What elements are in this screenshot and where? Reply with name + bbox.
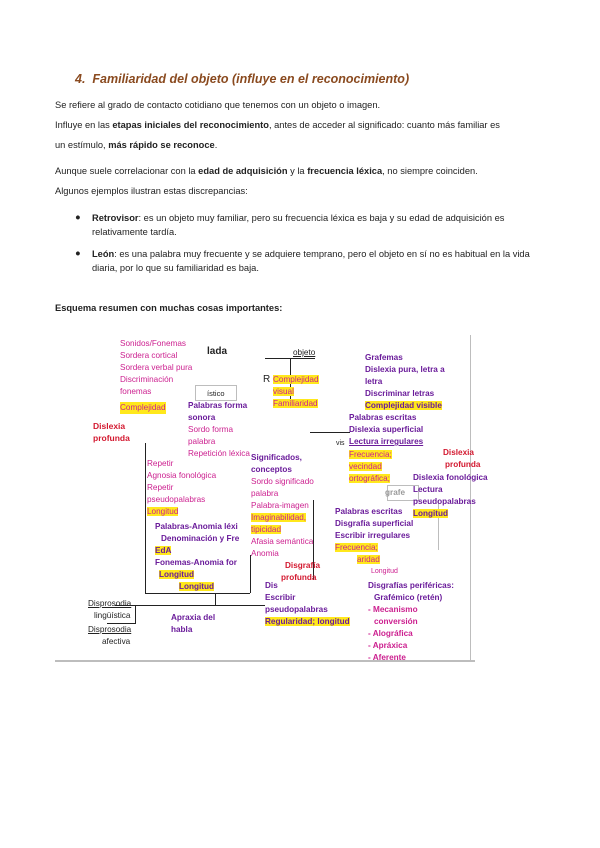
note-frecuencia-2: Frecuencia; aridad Longitud xyxy=(335,543,398,575)
paragraph-4: Aunque suele correlacionar con la edad de adquisición y la frecuencia léxica, no siempre coinciden. xyxy=(55,166,478,176)
note-palabras-escritas-escritura: Palabras escritas Disgrafía superficial Escribir irregulares xyxy=(335,507,414,540)
note-frecuencia-1: Frecuencia; vecindad ortográfica; xyxy=(349,450,392,483)
highlight-complejidad: Complejidad xyxy=(120,403,166,412)
note-grafemas: Grafemas Dislexia pura, letra a letra Discriminar letras Complejidad visible xyxy=(365,353,445,410)
connector-line xyxy=(310,432,350,433)
connector-line xyxy=(145,593,250,594)
note-sonidos: Sonidos/Fonemas Sordera cortical Sordera verbal pura Discriminación fonemas xyxy=(120,339,193,396)
label-vis: vis xyxy=(336,440,345,447)
paragraph-1: Se refiere al grado de contacto cotidiano que tenemos con un objeto o imagen. xyxy=(55,100,381,110)
paragraph-2: Influye en las etapas iniciales del reconocimiento, antes de acceder al significado: cuanto más familiar es xyxy=(55,120,500,130)
summary-diagram xyxy=(55,330,488,665)
connector-line xyxy=(135,606,136,624)
note-disprosodia-linguistica: Disprosodia lingüística xyxy=(88,599,132,620)
note-disgrafia-profunda: Disgrafía profunda xyxy=(281,561,321,582)
note-significados: Significados, conceptos Sordo significado palabra Palabra-imagen Imaginabilidad, tipicidad Afasia semántica Anomia xyxy=(251,453,314,558)
section-heading: 4. Familiaridad del objeto (influye en el reconocimiento) xyxy=(75,72,410,86)
connector-line xyxy=(145,443,146,593)
section-title: Esquema resumen con muchas cosas importantes: xyxy=(55,303,283,313)
note-anomia-lexica: Palabras-Anomia léxi Denominación y Fre EdA Fonemas-Anomia for Longitud Longitud xyxy=(155,522,240,591)
label-objeto: objeto xyxy=(293,348,316,357)
bullet-item: Retrovisor: es un objeto muy familiar, pero su frecuencia léxica es baja y su edad de adquisición es relativamente tardía. xyxy=(92,213,505,237)
note-escribir-pseudopalabras: Dis Escribir pseudopalabras Regularidad; longitud xyxy=(265,581,350,626)
note-apraxia: Apraxia del habla xyxy=(171,613,216,634)
label-grafe: grafe xyxy=(385,488,406,497)
note-disgrafias-perifericas: Disgrafías periféricas: Grafémico (retén) - Mecanismo conversión - Alográfica - Apráxica - Aferente xyxy=(368,581,455,662)
note-dislexia-fonologica: Dislexia fonológica Lectura pseudopalabras Longitud xyxy=(413,473,488,518)
note-objeto: Complejidad visual Familiaridad xyxy=(273,375,319,408)
label-r: R xyxy=(263,374,271,385)
paragraph-5: Algunos ejemplos ilustran estas discrepancias: xyxy=(55,186,248,196)
bullet-dot: ● xyxy=(75,212,81,222)
label-lada: lada xyxy=(207,346,228,357)
note-repetir: Repetir Agnosia fonológica Repetir pseudopalabras Longitud xyxy=(147,459,217,516)
note-disprosodia-afectiva: Disprosodia afectiva xyxy=(88,625,132,646)
bullet-dot: ● xyxy=(75,248,81,258)
note-palabras-escritas-lectura: Palabras escritas Dislexia superficial Lectura irregulares xyxy=(349,413,424,446)
bullet-item: León: es una palabra muy frecuente y se adquiere temprano, pero el objeto en sí no es habitual en la vida diaria, por lo que su familiaridad es baja. xyxy=(92,249,530,273)
paragraph-3: un estímulo, más rápido se reconoce. xyxy=(55,140,218,150)
connector-line xyxy=(115,605,265,606)
connector-line xyxy=(215,593,216,605)
note-dislexia-profunda-right: Dislexia profunda xyxy=(443,448,481,469)
note-palabras-forma: Palabras forma sonora xyxy=(188,401,248,422)
label-istico: ístico xyxy=(207,389,225,398)
note-dislexia-profunda-left: Dislexia profunda xyxy=(93,421,130,443)
connector-line xyxy=(250,555,251,593)
note-sordo-forma: Sordo forma palabra Repetición léxica xyxy=(188,425,250,458)
